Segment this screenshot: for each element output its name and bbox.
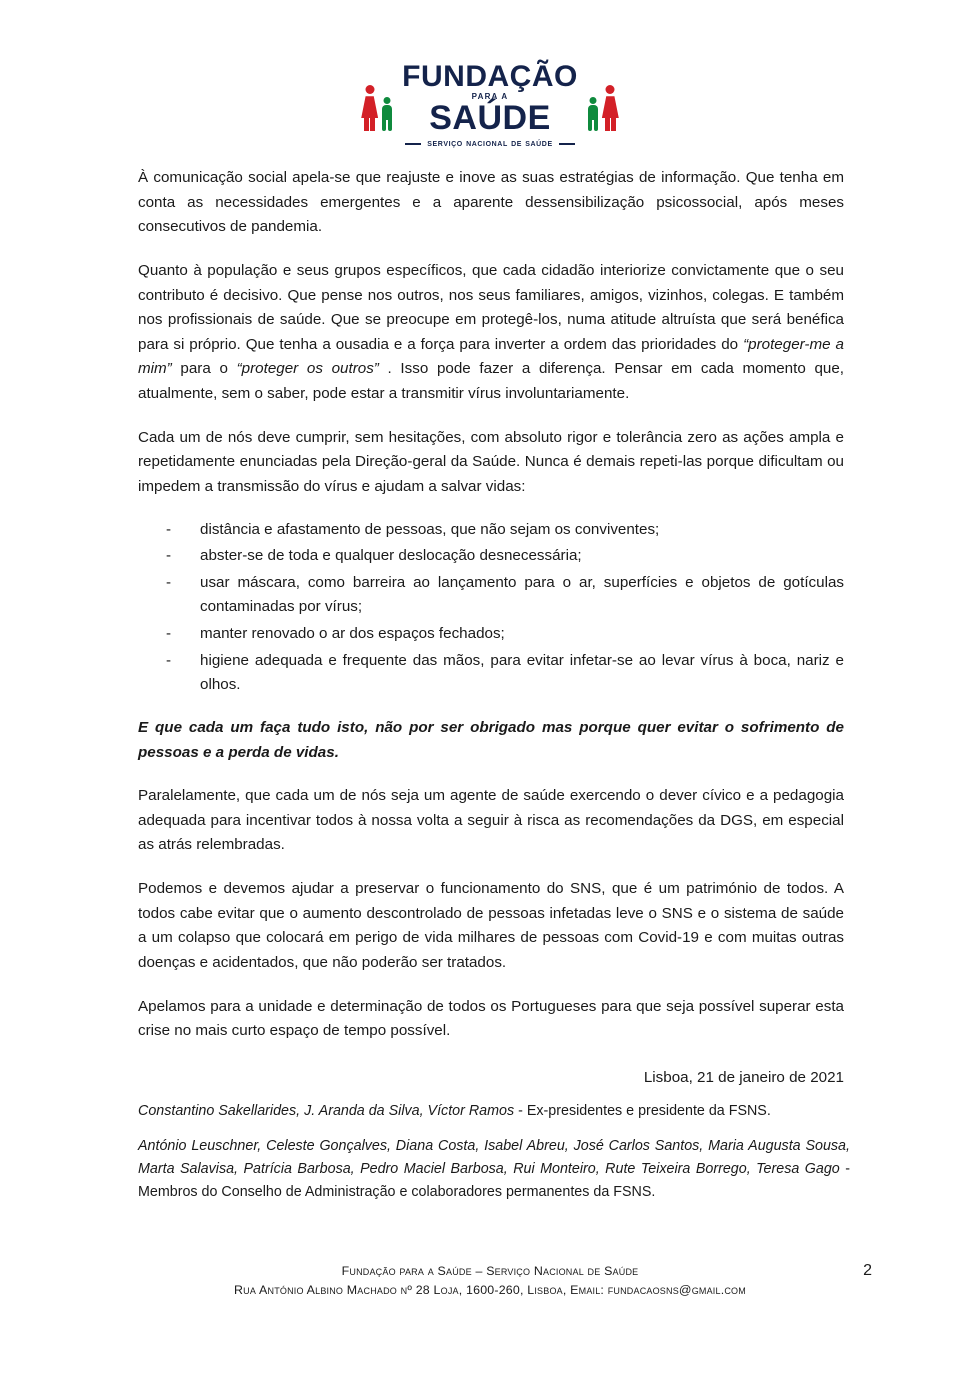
- logo-line-saude: SAÚDE: [429, 99, 551, 137]
- paragraph-text-part3: . Isso pode fazer a diferença. Pensar em cada momento que, atualmente, sem o saber, pode estar a transmitir vírus involuntariamente.: [138, 360, 845, 402]
- logo-subtitle: serviço nacional de saúde: [427, 138, 553, 149]
- male-figure-icon: [587, 97, 600, 131]
- paragraph-final-appeal: Apelamos para a unidade e determinação de todos os Portugueses para que seja possível superar esta crise no mais curto espaço de tempo possível.: [138, 997, 844, 1040]
- list-item: [138, 518, 844, 543]
- list-item: [138, 622, 844, 647]
- logo-line-para-a: PARA A: [471, 92, 509, 101]
- list-item-text: distância e afastamento de pessoas, que não sejam os conviventes;: [200, 520, 660, 538]
- paragraph-text-part1: Quanto à população e seus grupos específicos, que cada cidadão interiorize convictamente que o seu contributo é decisivo. Que pense nos outros, nos seus familiares, amigos, vizinhos, colegas. E também nos profissionais de saúde. Que se preocupe em protegê-los, numa atitude altruísta que será benéfica para si próprio. Que tenha a ousadia e a força para inverter a ordem das prioridades do: [138, 261, 844, 353]
- paragraph-media-appeal: À comunicação social apela-se que reajuste e inove as suas estratégias de informação. Que tenha em conta as necessidades emergentes e a aparente dessensibilização psicossocial, após meses consecutivos de pandemia.: [138, 169, 844, 236]
- signature-names: Constantino Sakellarides, J. Aranda da Silva, Víctor Ramos: [138, 1103, 515, 1119]
- logo-rule-right: [559, 143, 575, 145]
- signature-names: António Leuschner, Celeste Gonçalves, Diana Costa, Isabel Abreu, José Carlos Santos, Maria Augusta Sousa, Marta Salavisa, Patrícia Barbosa, Pedro Maciel Barbosa, Rui Monteiro, Rute Teixeira Borrego, Teresa Gago: [138, 1138, 850, 1178]
- logo-subtitle-row: [405, 139, 574, 149]
- document-date: Lisboa, 21 de janeiro de 2021: [643, 1068, 844, 1086]
- list-marker: -: [166, 520, 172, 538]
- signature-role: - Ex-presidentes e presidente da FSNS.: [514, 1103, 771, 1119]
- signature-role: - Membros do Conselho de Administração e colaboradores permanentes da FSNS.: [138, 1161, 850, 1201]
- paragraph-population-appeal: [138, 259, 844, 407]
- footer-text: [0, 1262, 980, 1300]
- signature-group-presidents: [138, 1100, 850, 1123]
- quote-protect-others: “proteger os outros”: [236, 360, 379, 378]
- list-item-text: abster-se de toda e qualquer deslocação desnecessária;: [200, 547, 582, 565]
- signature-block: [138, 1100, 850, 1217]
- list-marker: -: [166, 625, 172, 642]
- paragraph-health-agent: Paralelamente, que cada um de nós seja um agente de saúde exercendo o dever cívico e a pedagogia adequada para incentivar todos à nossa volta a seguir à risca as recomendações da DGS, em especial as atrás relembradas.: [138, 787, 844, 854]
- logo-wordmark: [402, 62, 578, 149]
- logo-rule-left: [405, 143, 421, 145]
- list-item: [138, 649, 844, 698]
- list-marker: -: [166, 547, 172, 565]
- quote-protect-myself: “proteger-me a mim”: [138, 335, 844, 378]
- paragraph-sns-preservation: Podemos e devemos ajudar a preservar o funcionamento do SNS, que é um património de todos. A todos cabe evitar que o aumento descontrolado de pessoas infetadas leve o SNS e o sistema de saúde a um colapso que colocará em perigo de vida milhares de pessoas com Covid-19 e com muitas outras doenças e acidentados, que não poderão ser tratados.: [138, 880, 844, 971]
- page-footer: [0, 1262, 980, 1300]
- list-item: [138, 571, 844, 620]
- footer-line-address: Rua António Albino Machado nº 28 Loja, 1600-260, Lisboa, Email: fundacaosns@gmail.com: [234, 1283, 746, 1298]
- footer-line-organization: Fundação para a Saúde – Serviço Nacional de Saúde: [341, 1264, 639, 1278]
- logo-line-fundacao: FUNDAÇÃO: [402, 60, 578, 93]
- logo-inner: [361, 62, 619, 149]
- list-item-text: higiene adequada e frequente das mãos, para evitar infetar-se ao levar vírus à boca, nariz e olhos.: [200, 651, 844, 694]
- female-figure-icon: [602, 85, 619, 131]
- list-item-text: usar máscara, como barreira ao lançamento para o ar, superfícies e objetos de gotículas contaminadas por vírus;: [200, 573, 844, 616]
- female-figure-icon: [361, 85, 378, 131]
- paragraph-compliance: Cada um de nós deve cumprir, sem hesitações, com absoluto rigor e tolerância zero as ações ampla e repetidamente enunciadas pela Direção-geral da Saúde. Nunca é demais repeti-las porque dificultam ou impedem a transmissão do vírus e ajudam a salvar vidas:: [138, 428, 844, 495]
- logo-figures-right: [587, 79, 619, 131]
- organization-logo: [0, 62, 980, 149]
- recommendations-list: [138, 518, 844, 698]
- list-item-text: manter renovado o ar dos espaços fechados;: [200, 625, 505, 642]
- list-marker: -: [166, 573, 172, 591]
- page-number: 2: [863, 1262, 872, 1279]
- logo-figures-left: [361, 79, 393, 131]
- list-marker: -: [166, 651, 172, 669]
- male-figure-icon: [380, 97, 393, 131]
- list-item: [138, 544, 844, 569]
- paragraph-text-part2: para o: [171, 360, 237, 378]
- document-body: [138, 166, 844, 1090]
- signature-group-board: [138, 1135, 850, 1204]
- paragraph-emphasis: E que cada um faça tudo isto, não por ser obrigado mas porque quer evitar o sofrimento de pessoas e a perda de vidas.: [138, 718, 844, 761]
